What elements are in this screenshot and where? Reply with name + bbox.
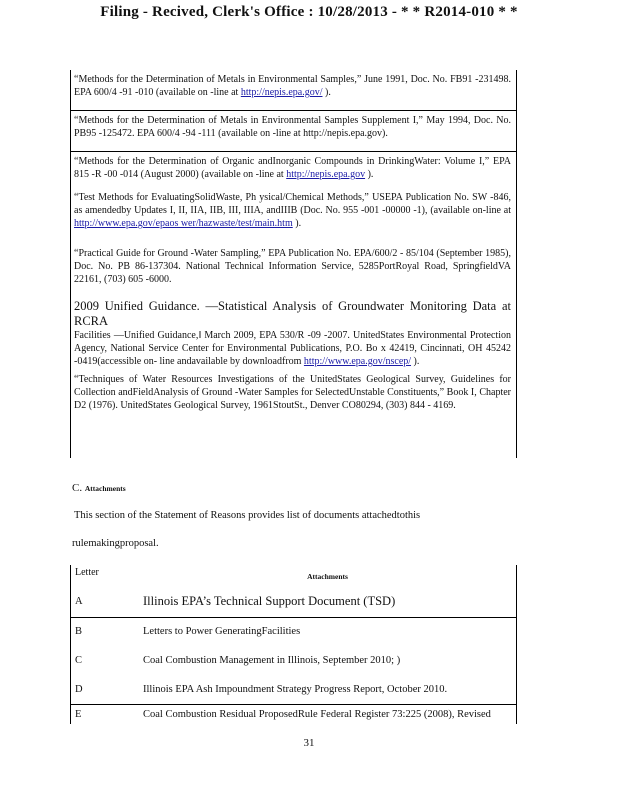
reference-item bbox=[71, 296, 516, 370]
reference-link[interactable]: http://nepis.epa.gov bbox=[286, 169, 366, 180]
reference-item bbox=[71, 111, 516, 151]
row-letter: E bbox=[71, 704, 140, 724]
table-row bbox=[71, 587, 517, 617]
table-row bbox=[71, 675, 517, 704]
row-letter: B bbox=[71, 617, 140, 646]
row-letter: A bbox=[71, 587, 140, 617]
row-letter: C bbox=[71, 646, 140, 675]
row-title: Coal Combustion Management in Illinois, September 2010; ) bbox=[139, 646, 517, 675]
filing-stamp-header: Filing - Recived, Clerk's Office : 10/28/2013 - * * R2014-010 * * bbox=[100, 4, 518, 20]
col-header-attachments: Attachments bbox=[139, 565, 517, 587]
reference-text: “Methods for the Determination of Organic andInorganic Compounds in DrinkingWater: Volume I,” EPA 815 -R -00 -014 (August 2000) (available on -line at bbox=[74, 156, 511, 180]
reference-item bbox=[71, 70, 516, 110]
attachments-table bbox=[70, 565, 517, 724]
reference-link[interactable]: http://www.epa.gov/nscep/ bbox=[303, 356, 412, 367]
reference-text: “Methods for the Determination of Metals in Environmental Samples Supplement I,” May 1994, Doc. No. PB95 -125472. EPA 600/4 -94 -111 (available on -line at http://nepis.epa.gov). bbox=[74, 115, 511, 139]
reference-text: “Techniques of Water Resources Investigations of the UnitedStates Geological Survey, Guidelines for Collection andFieldAnalysis of Ground -Water Samples for SelectedUnstable Constituents,” Book I, Chapter D2 (1976). UnitedStates Geological Survey, 1961StoutSt., Denver CO80294, (303) 844 - 4169. bbox=[74, 374, 511, 411]
table-header-row bbox=[71, 565, 517, 587]
reference-text: “Test Methods for EvaluatingSolidWaste, Ph ysical/Chemical Methods,” USEPA Publication No. SW -846, as amendedby Updates I, II, IIA, IIB, III, IIIA, andIIIB (Doc. No. 955 -001 -00000 -1), (available on-line at bbox=[74, 192, 511, 216]
reference-item bbox=[71, 370, 516, 458]
reference-tail: ). bbox=[322, 87, 331, 98]
row-title: Illinois EPA’s Technical Support Document (TSD) bbox=[139, 587, 517, 617]
reference-lead: 2009 Unified Guidance. —Statistical Analysis of Groundwater Monitoring Data at RCRA bbox=[74, 299, 511, 328]
reference-link[interactable]: http://www.epa.gov/epaos wer/hazwaste/test/main.htm bbox=[74, 218, 293, 229]
row-title: Coal Combustion Residual ProposedRule Federal Register 73:225 (2008), Revised bbox=[139, 704, 517, 724]
reference-text: “Methods for the Determination of Metals in Environmental Samples,” June 1991, Doc. No. FB91 -231498. EPA 600/4 -91 -010 (available on -line at bbox=[74, 74, 511, 98]
table-row bbox=[71, 646, 517, 675]
reference-item bbox=[71, 244, 516, 296]
row-title: Letters to Power GeneratingFacilities bbox=[139, 617, 517, 646]
reference-tail: ). bbox=[365, 169, 374, 180]
table-row bbox=[71, 704, 517, 724]
reference-item bbox=[71, 188, 516, 244]
reference-text: Facilities —Unified Guidance,‖ March 2009, EPA 530/R -09 -2007. UnitedStates Environmental Protection Agency, National Service Center for Environmental Publications, P.O. Bo x 42419, Cincinnati, OH 45242 -0419(accessible on- line andavailable by downloadfrom bbox=[74, 330, 511, 367]
reference-list bbox=[70, 70, 517, 458]
reference-text: “Practical Guide for Ground -Water Sampling,” EPA Publication No. EPA/600/2 - 85/104 (September 1985), Doc. No. PB 86-137304. National Technical Information Service, 5285PortRoyal Road, SpringfieldVA 22161, (703) 605 -6000. bbox=[74, 248, 511, 285]
table-row bbox=[71, 617, 517, 646]
reference-link[interactable]: http://nepis.epa.gov/ bbox=[240, 87, 323, 98]
section-letter: C. bbox=[72, 482, 83, 494]
reference-item bbox=[71, 152, 516, 188]
section-intro-line1: This section of the Statement of Reasons provides list of documents attachedtothis bbox=[74, 510, 421, 521]
reference-tail: ). bbox=[411, 356, 420, 367]
col-header-letter: Letter bbox=[71, 565, 140, 587]
row-title: Illinois EPA Ash Impoundment Strategy Progress Report, October 2010. bbox=[139, 675, 517, 704]
row-letter: D bbox=[71, 675, 140, 704]
section-title: Attachments bbox=[84, 484, 126, 493]
reference-tail: ). bbox=[292, 218, 302, 229]
page-number: 31 bbox=[303, 737, 315, 749]
section-heading bbox=[72, 482, 126, 494]
section-intro-line2: rulemakingproposal. bbox=[72, 538, 159, 549]
